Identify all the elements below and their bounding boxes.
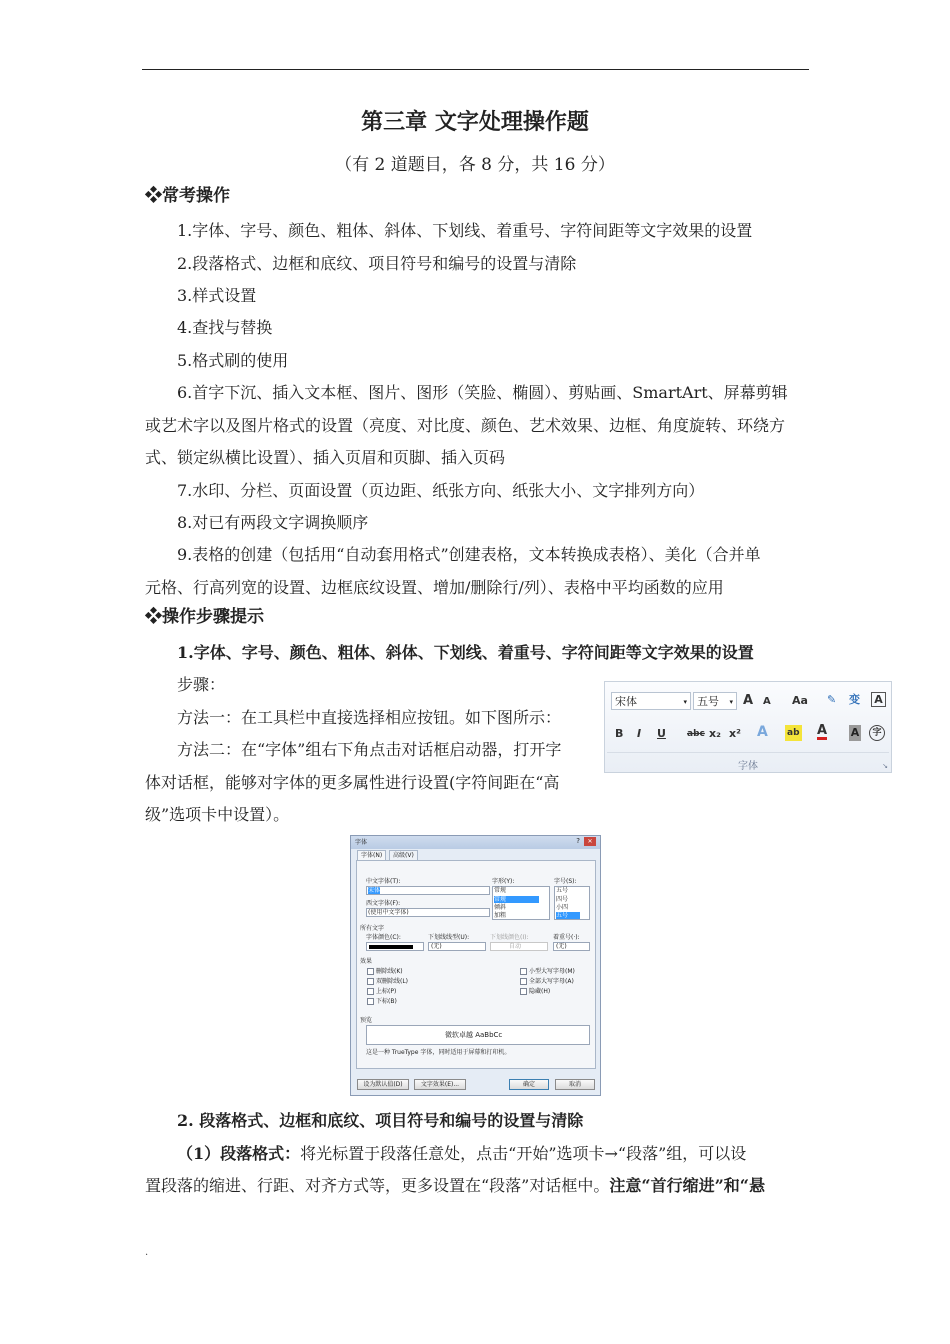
paragraph-format-text: 将光标置于段落任意处，点击“开始”选项卡→“段落”组，可以设 [300, 1144, 747, 1163]
list-item: 5.格式刷的使用 [177, 351, 289, 370]
list-item: 7.水印、分栏、页面设置（页边距、纸张方向、纸张大小、文字排列方向） [177, 481, 705, 500]
list-item: 1.字体、字号、颜色、粗体、斜体、下划线、着重号、字符间距等文字效果的设置 [177, 221, 753, 240]
size-label: 字号(S): [554, 878, 577, 885]
font-color-label: 字体颜色(C): [366, 934, 401, 941]
list-item: 3.样式设置 [177, 286, 257, 305]
dialog-titlebar [351, 836, 600, 849]
step-item-title: 2. 段落格式、边框和底纹、项目符号和编号的设置与清除 [177, 1111, 584, 1130]
dialog-body [356, 860, 596, 1069]
effect-label: 下标(B) [376, 998, 397, 1005]
emphasis-select[interactable]: (无) [553, 942, 590, 951]
list-item: 9.表格的创建（包括用“自动套用格式”创建表格，文本转换成表格）、美化（合并单 [177, 545, 761, 564]
phonetic-guide-button[interactable]: 变 [849, 693, 860, 706]
preview-text: 微软卓越 AaBbCc [445, 1031, 503, 1039]
paragraph-format-note: 注意“首行缩进”和“悬 [609, 1176, 765, 1195]
enclose-char-icon[interactable]: 字 [869, 725, 885, 741]
dialog-title: 字体 [355, 839, 368, 846]
method-two-line: 方法二：在“字体”组右下角点击对话框启动器，打开字 [177, 740, 562, 759]
hidden-checkbox[interactable] [520, 988, 527, 995]
subscript-button[interactable]: x₂ [709, 727, 721, 740]
strikethrough-button[interactable]: abc [687, 729, 705, 739]
ribbon-group-label: 字体 [738, 761, 758, 772]
list-item: 2.段落格式、边框和底纹、项目符号和编号的设置与清除 [177, 254, 577, 273]
italic-button[interactable]: I [637, 727, 642, 740]
effect-label: 小型大写字母(M) [529, 968, 575, 975]
cn-font-select[interactable]: 宋体 [366, 886, 490, 895]
clear-format-icon[interactable]: ✎ [827, 693, 837, 706]
shrink-font-button[interactable]: A [763, 696, 771, 707]
dialog-launcher-icon[interactable]: ↘ [882, 762, 888, 770]
change-case-button[interactable]: Aa [792, 694, 808, 707]
text-effects-button[interactable]: A [757, 724, 768, 740]
effect-label: 双删除线(L) [376, 978, 409, 985]
char-border-icon[interactable]: A [871, 692, 886, 707]
superscript-checkbox[interactable] [367, 988, 374, 995]
font-dialog-image [350, 835, 601, 1096]
header-rule [142, 69, 809, 70]
west-font-label: 西文字体(F): [366, 900, 401, 907]
style-list[interactable]: 常规 常规 倾斜 加粗 [492, 886, 550, 920]
cn-font-label: 中文字体(T): [366, 878, 401, 885]
small-caps-checkbox[interactable] [520, 968, 527, 975]
method-one: 方法一：在工具栏中直接选择相应按钮。如下图所示： [177, 708, 562, 727]
emphasis-label: 着重号(·): [553, 934, 580, 941]
strikethrough-checkbox[interactable] [367, 968, 374, 975]
effects-label: 效果 [360, 958, 373, 965]
paragraph-format-text: 置段落的缩进、行距、对齐方式等，更多设置在“段落”对话框中。 [145, 1176, 610, 1195]
cancel-button[interactable]: 取消 [555, 1079, 595, 1090]
double-strike-checkbox[interactable] [367, 978, 374, 985]
tab-font[interactable]: 字体(N) [357, 850, 386, 861]
effect-label: 全部大写字母(A) [529, 978, 574, 985]
set-default-button[interactable]: 设为默认值(D) [357, 1079, 409, 1090]
step-item-title: 1.字体、字号、颜色、粗体、斜体、下划线、着重号、字符间距等文字效果的设置 [177, 643, 754, 662]
page-title: 第三章 文字处理操作题 [361, 109, 589, 135]
page-subtitle: （有 2 道题目，各 8 分，共 16 分） [335, 155, 615, 175]
effect-label: 删除线(K) [376, 968, 403, 975]
ribbon-font-group-image [604, 681, 892, 773]
underline-color-select[interactable]: 自动 [490, 942, 548, 951]
ribbon-divider [607, 752, 889, 753]
footer-mark: . [145, 1247, 149, 1258]
effect-label: 上标(P) [376, 988, 397, 995]
steps-label: 步骤： [177, 675, 226, 694]
list-item: 或艺术字以及图片格式的设置（亮度、对比度、颜色、艺术效果、边框、角度旋转、环绕方 [145, 416, 786, 435]
preview-note: 这是一种 TrueType 字体，同时适用于屏幕和打印机。 [366, 1049, 511, 1056]
tab-advanced[interactable]: 高级(V) [389, 850, 418, 861]
section-heading-common: ❖常考操作 [145, 186, 230, 206]
list-item: 8.对已有两段文字调换顺序 [177, 513, 369, 532]
preview-label: 预览 [360, 1017, 373, 1024]
subscript-checkbox[interactable] [367, 998, 374, 1005]
preview-box [366, 1025, 590, 1045]
font-color-button[interactable]: A [817, 723, 828, 738]
help-icon[interactable]: ? [576, 837, 580, 845]
char-shading-button[interactable]: A [850, 726, 860, 739]
font-size-select[interactable]: 五号 ▾ [693, 692, 737, 710]
size-list[interactable]: 五号 四号 小四 五号 [554, 886, 590, 920]
effect-label: 隐藏(H) [529, 988, 551, 995]
font-name-select[interactable]: 宋体 ▾ [611, 692, 691, 710]
superscript-button[interactable]: x² [729, 727, 741, 740]
method-two-line: 级”选项卡中设置）。 [145, 805, 290, 824]
section-heading-steps: ❖操作步骤提示 [145, 607, 264, 627]
method-two-line: 体对话框，能够对字体的更多属性进行设置(字符间距在“高 [145, 773, 560, 792]
all-caps-checkbox[interactable] [520, 978, 527, 985]
list-item: 4.查找与替换 [177, 318, 273, 337]
all-text-label: 所有文字 [360, 925, 385, 932]
bold-button[interactable]: B [615, 727, 624, 740]
grow-font-button[interactable]: A [743, 693, 754, 708]
west-font-select[interactable]: (使用中文字体) [366, 908, 490, 917]
underline-select[interactable]: (无) [428, 942, 486, 951]
list-item: 式、锁定纵横比设置）、插入页眉和页脚、插入页码 [145, 448, 506, 467]
underline-button[interactable]: U [657, 727, 666, 740]
underline-label: 下划线线型(U): [428, 934, 470, 941]
ok-button[interactable]: 确定 [509, 1079, 549, 1090]
text-effects-dialog-button[interactable]: 文字效果(E)... [414, 1079, 466, 1090]
paragraph-format-line [145, 1176, 765, 1196]
paragraph-format-line [177, 1144, 746, 1164]
style-label: 字形(Y): [492, 878, 515, 885]
list-item: 元格、行高列宽的设置、边框底纹设置、增加/删除行/列）、表格中平均函数的应用 [145, 578, 724, 597]
highlight-icon[interactable]: ab [785, 725, 802, 741]
underline-color-label: 下划线颜色(I): [490, 934, 529, 941]
paragraph-format-label: （1）段落格式： [177, 1144, 301, 1163]
close-icon[interactable]: ✕ [584, 837, 596, 846]
font-color-select[interactable] [366, 942, 424, 951]
list-item: 6.首字下沉、插入文本框、图片、图形（笑脸、椭圆）、剪贴画、SmartArt、屏幕剪辑 [177, 383, 788, 402]
